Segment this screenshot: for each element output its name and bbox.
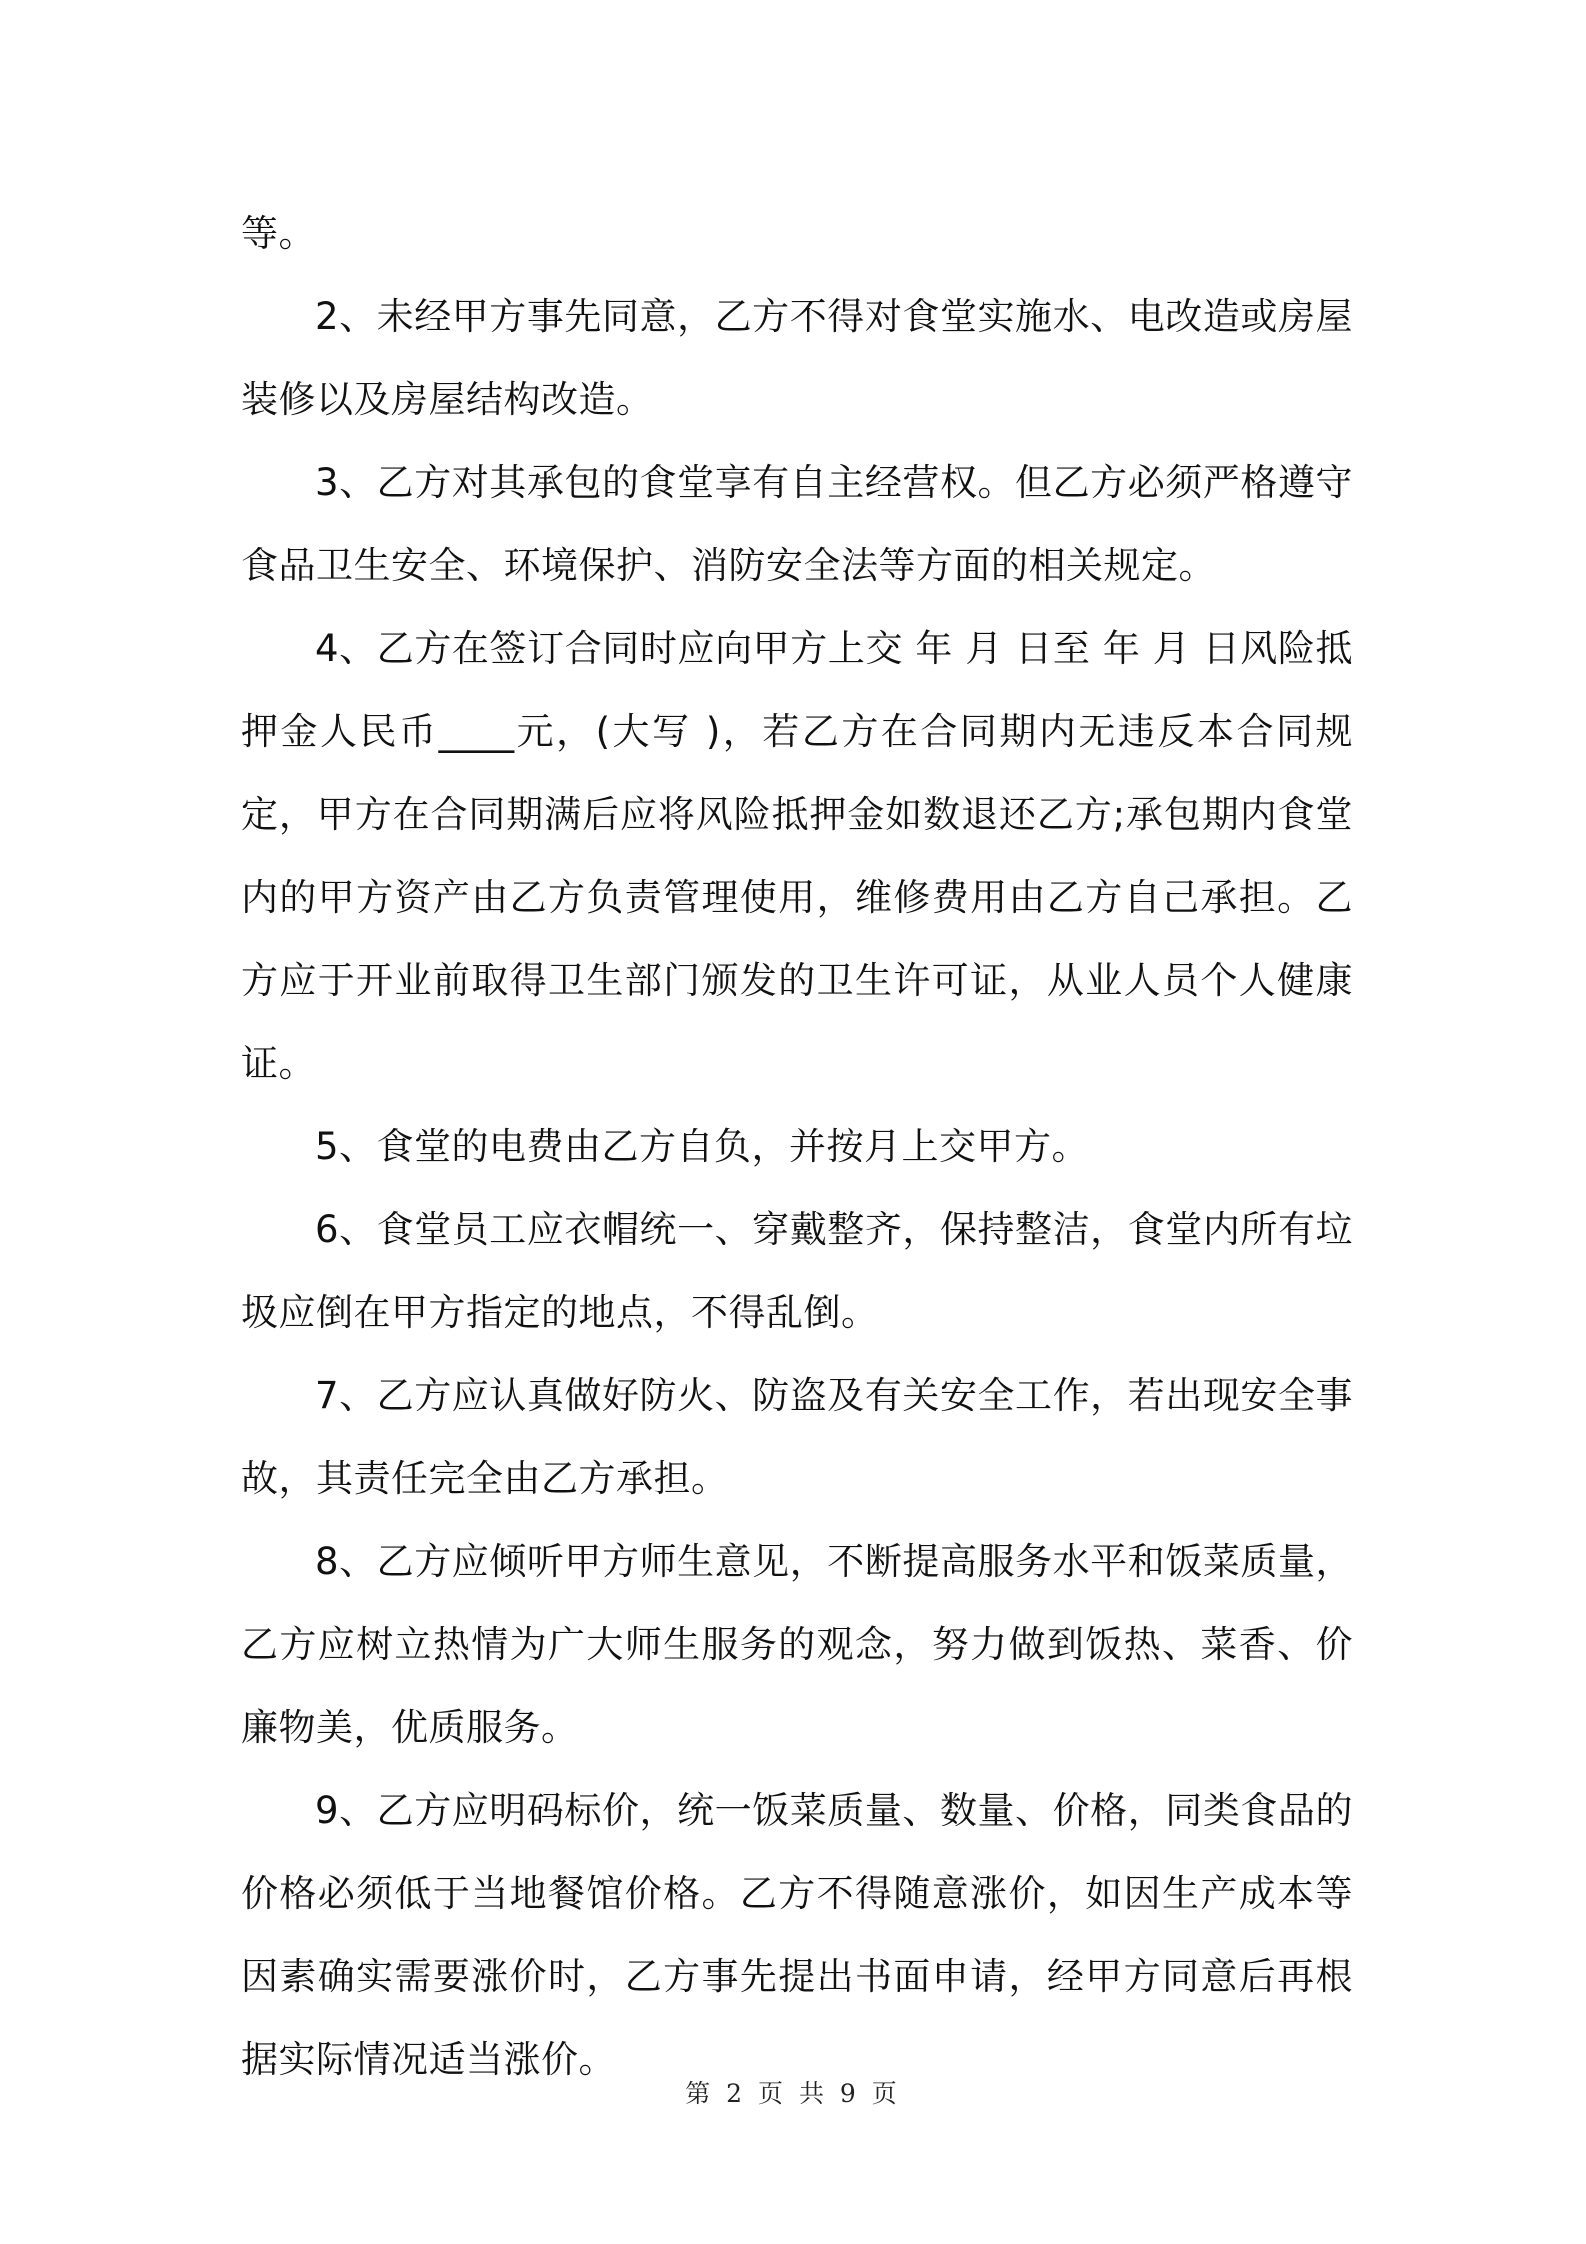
document-body <box>241 192 1353 2101</box>
paragraph-clause-3: 3、乙方对其承包的食堂享有自主经营权。但乙方必须严格遵守食品卫生安全、环境保护、消防安全法等方面的相关规定。 <box>241 461 1353 587</box>
paragraph-continuation: 等。 <box>241 212 316 255</box>
paragraph-clause-5: 5、食堂的电费由乙方自负，并按月上交甲方。 <box>315 1125 1090 1168</box>
paragraph-clause-8: 8、乙方应倾听甲方师生意见，不断提高服务水平和饭菜质量，乙方应树立热情为广大师生服务的观念，努力做到饭热、菜香、价廉物美，优质服务。 <box>241 1540 1353 1749</box>
page-number-footer: 第 2 页 共 9 页 <box>685 2079 901 2108</box>
paragraph-clause-6: 6、食堂员工应衣帽统一、穿戴整齐，保持整洁，食堂内所有垃圾应倒在甲方指定的地点，不得乱倒。 <box>241 1208 1353 1334</box>
paragraph-clause-4: 4、乙方在签订合同时应向甲方上交 年 月 日至 年 月 日风险抵押金人民币____元，(大写 )，若乙方在合同期内无违反本合同规定，甲方在合同期满后应将风险抵押金如数退还乙方;承包期内食堂内的甲方资产由乙方负责管理使用，维修费用由乙方自己承担。乙方应于开业前取得卫生部门颁发的卫生许可证，从业人员个人健康证。 <box>241 627 1353 1085</box>
paragraph-clause-2: 2、未经甲方事先同意，乙方不得对食堂实施水、电改造或房屋装修以及房屋结构改造。 <box>241 295 1353 421</box>
paragraph-clause-9: 9、乙方应明码标价，统一饭菜质量、数量、价格，同类食品的价格必须低于当地餐馆价格。乙方不得随意涨价，如因生产成本等因素确实需要涨价时，乙方事先提出书面申请，经甲方同意后再根据实际情况适当涨价。 <box>241 1789 1353 2081</box>
paragraph-clause-7: 7、乙方应认真做好防火、防盗及有关安全工作，若出现安全事故，其责任完全由乙方承担。 <box>241 1374 1353 1500</box>
